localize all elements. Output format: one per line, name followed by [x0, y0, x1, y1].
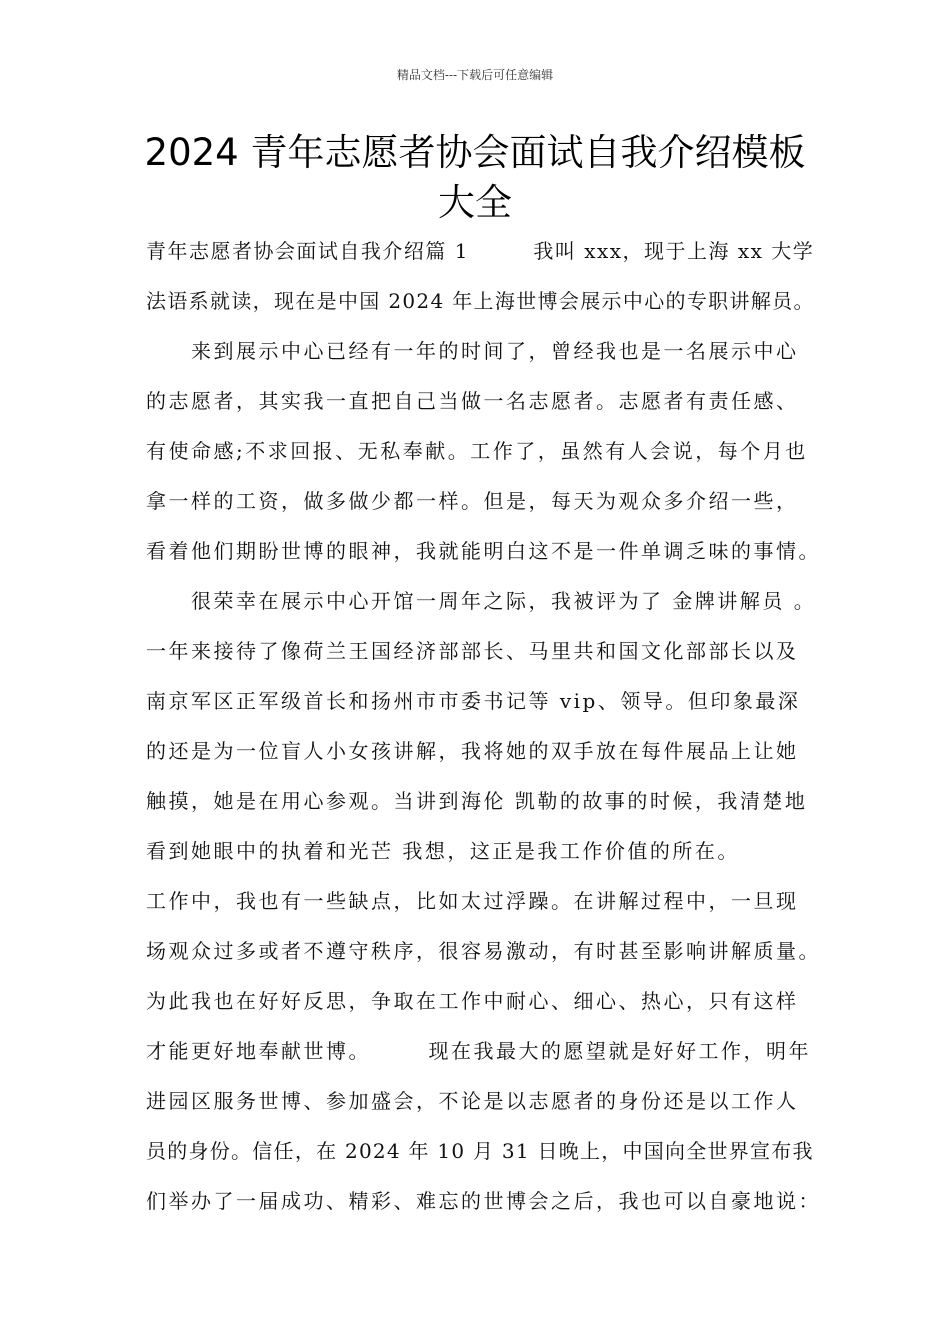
- text-line: 们举办了一届成功、精彩、难忘的世博会之后，我也可以自豪地说：: [146, 1189, 821, 1213]
- text-line: 的志愿者，其实我一直把自己当做一名志愿者。志愿者有责任感、: [146, 389, 799, 413]
- text-line: 拿一样的工资，做多做少都一样。但是，每天为观众多介绍一些，: [146, 489, 799, 513]
- text-line: 看着他们期盼世博的眼神，我就能明白这不是一件单调乏味的事情。: [146, 539, 821, 563]
- text-line: 青年志愿者协会面试自我介绍篇 1 我叫 xxx，现于上海 xx 大学: [146, 239, 815, 263]
- text-line: 有使命感;不求回报、无私奉献。工作了，虽然有人会说，每个月也: [146, 439, 808, 463]
- text-line: 进园区服务世博、参加盛会，不论是以志愿者的身份还是以工作人: [146, 1089, 799, 1113]
- document-title: [90, 128, 860, 228]
- text-line: 工作中，我也有一些缺点，比如太过浮躁。在讲解过程中，一旦现: [146, 889, 799, 913]
- text-line: 员的身份。信任，在 2024 年 10 月 31 日晚上，中国向全世界宣布我: [146, 1139, 814, 1163]
- text-line: 南京军区正军级首长和扬州市市委书记等 vip、领导。但印象最深: [146, 689, 801, 713]
- text-line: 为此我也在好好反思，争取在工作中耐心、细心、热心，只有这样: [146, 989, 799, 1013]
- title-line-1: 2024 青年志愿者协会面试自我介绍模板: [144, 131, 806, 174]
- text-line: 来到展示中心已经有一年的时间了，曾经我也是一名展示中心: [146, 339, 799, 363]
- text-line: 触摸，她是在用心参观。当讲到海伦 凯勒的故事的时候，我清楚地: [146, 789, 808, 813]
- header-note: 精品文档---下载后可任意编辑: [396, 68, 554, 82]
- text-line: 法语系就读，现在是中国 2024 年上海世博会展示中心的专职讲解员。: [146, 289, 815, 313]
- text-line: 的还是为一位盲人小女孩讲解，我将她的双手放在每件展品上让她: [146, 739, 799, 763]
- text-line: 一年来接待了像荷兰王国经济部部长、马里共和国文化部部长以及: [146, 639, 799, 663]
- text-line: 看到她眼中的执着和光芒 我想，这正是我工作价值的所在。: [146, 839, 740, 863]
- text-line: 很荣幸在展示中心开馆一周年之际，我被评为了 金牌讲解员 。: [146, 589, 817, 613]
- text-line: 场观众过多或者不遵守秩序，很容易激动，有时甚至影响讲解质量。: [146, 939, 821, 963]
- text-line: 才能更好地奉献世博。 现在我最大的愿望就是好好工作，明年: [146, 1039, 811, 1063]
- title-line-2: 大全: [438, 181, 512, 224]
